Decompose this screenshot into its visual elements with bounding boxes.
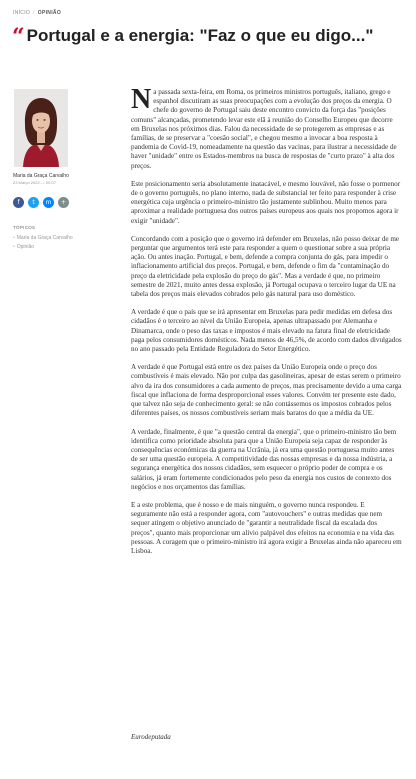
article-paragraph-text: a passada sexta-feira, em Roma, os primeiros ministros português, italiano, grego e espanhol discutiram as suas preocupações com a evolução dos preços da energia. O chefe do governo de Portugal saiu deste encontro convicto da força das "posições comuns" alcançadas, prometendo levar este elã à reunião do Conselho Europeu que decorre em Bruxelas nos próximos dias. Falou da necessidade de se protegerem as empresas e as famílias, de se preservar a "coesão social", e chegou mesmo a invocar a boa resposta à pandemia de Covid-19, nomeadamente na questão das vacinas, para ilustrar a necessidade de haver "unidade" entre os Estados-membros na busca de respostas de "curto prazo" à alta dos preços. xyxy=(131,88,397,170)
article-paragraph: A verdade é que o país que se irá apresentar em Bruxelas para pedir medidas em defesa dos cidadãos é o terceiro ao nível da União Europeia, apenas ultrapassado por Alemanha e Dinamarca, onde o peso das taxas e impostos é mais elevado na fatura final de eletricidade paga pelos consumidores domésticos. Nada menos de 46,5%, de acordo com dados divulgados no ano passado pela Entidade Reguladora do Setor Energético. xyxy=(131,308,402,354)
drop-cap: N xyxy=(131,84,152,115)
topic-link[interactable]: • Maria da Graça Carvalho xyxy=(13,234,73,243)
breadcrumb-home-link[interactable]: INÍCIO xyxy=(13,10,31,16)
article-paragraph: A verdade é que Portugal está entre os dez países da União Europeia onde o preço dos combustíveis é mais elevado. Não por culpa das gasolineiras, apesar de estas serem o primeiro alvo da ira dos consumidores a cada aumento de preços, mas precisamente devido a uma carga fiscal que inflaciona de forma desproporcional esses valores. Convém ter presente este dado, que talvez não seja de conhecimento geral: se não contássemos os impostos cobrados pelos diferentes países, os nossos combustíveis seriam mais baratos do que a média da UE. xyxy=(131,363,402,418)
topic-link[interactable]: • Opinião xyxy=(13,243,73,252)
breadcrumb-section-link[interactable]: OPINIÃO xyxy=(37,10,62,16)
article-paragraph: Concordando com a posição que o governo irá defender em Bruxelas, não posso deixar de me perguntar que argumentos terá este para responder a quem o questionar sobre a sua própria ação. Ou antes inação. Portugal, e bem, defende a compra conjunta do gás, para impedir o inflacionamento artificial dos preços. Portugal, e bem, defende o fim da "contaminação do preço da eletricidade pela explosão do preço do gás". Mas a verdade é que, no primeiro semestre de 2021, muito antes dessa explosão, já Portugal ocupava o terceiro lugar da UE na tabela dos preços mais elevados cobrados pelo gás natural para uso doméstico. xyxy=(131,234,400,299)
author-name[interactable]: Maria da Graça Carvalho xyxy=(13,173,69,179)
author-signature: Eurodeputada xyxy=(131,733,171,741)
quote-mark-icon: “ xyxy=(12,24,25,50)
publish-date: 23 Março 2022 — 00:07 xyxy=(13,180,56,185)
more-share-icon[interactable]: + xyxy=(58,197,69,208)
article-paragraph: Este posicionamento seria absolutamente inatacável, e mesmo louvável, não fosse o pormenor de o governo português, no plano interno, nada de substancial ter feito para responder à crise energética cuja urgência o primeiro-ministro tão justamente sublinhou. Muito menos para aproximar a realidade portuguesa dos outros países europeus aos quais nos propomos agora ir exigir "unidade". xyxy=(131,179,401,225)
topics-list xyxy=(13,234,73,252)
messenger-share-icon[interactable]: m xyxy=(43,197,54,208)
topics-heading: TÓPICOS xyxy=(13,225,36,230)
article-paragraph: E a este problema, que é nosso e de mais ninguém, o governo nunca respondeu. E seguramente não está a responder agora, com "autovouchers" e outras medidas que nem sequer atingem o objetivo anunciado de "garantir a neutralidade fiscal da escalada dos preços", quanto mais proporcionar um alívio palpável dos efeitos na economia e na vida das pessoas. A coragem que o primeiro-ministro irá agora exigir a Bruxelas ainda não apareceu em Lisboa. xyxy=(131,500,402,555)
breadcrumb-separator: / xyxy=(33,10,35,16)
author-portrait-image xyxy=(14,89,68,167)
breadcrumb xyxy=(13,10,61,16)
article-title xyxy=(12,24,404,50)
article-title-text: Portugal e a energia: "Faz o que eu digo..." xyxy=(26,26,374,45)
facebook-share-icon[interactable]: f xyxy=(13,197,24,208)
article-body xyxy=(131,84,402,565)
author-photo xyxy=(14,89,68,167)
article-paragraph: A verdade, finalmente, é que "a questão central da energia", que o primeiro-ministro tão bem identifica como prioridade absoluta para que a União Europeia seja capaz de responder às consequências económicas da guerra na Ucrânia, já era uma questão portuguesa muito antes de ser uma questão europeia. A competitividade das nossas empresas e da nossa indústria, a segurança energética dos nossos cidadãos, sem esquecer o próprio poder de compra e os salários, já eram fortemente condicionados pelo peso da energia nos custos de contexto dos negócios e nos orçamentos das famílias. xyxy=(131,427,397,491)
twitter-share-icon[interactable]: t xyxy=(28,197,39,208)
share-bar xyxy=(13,197,69,208)
article-paragraph xyxy=(131,84,402,171)
